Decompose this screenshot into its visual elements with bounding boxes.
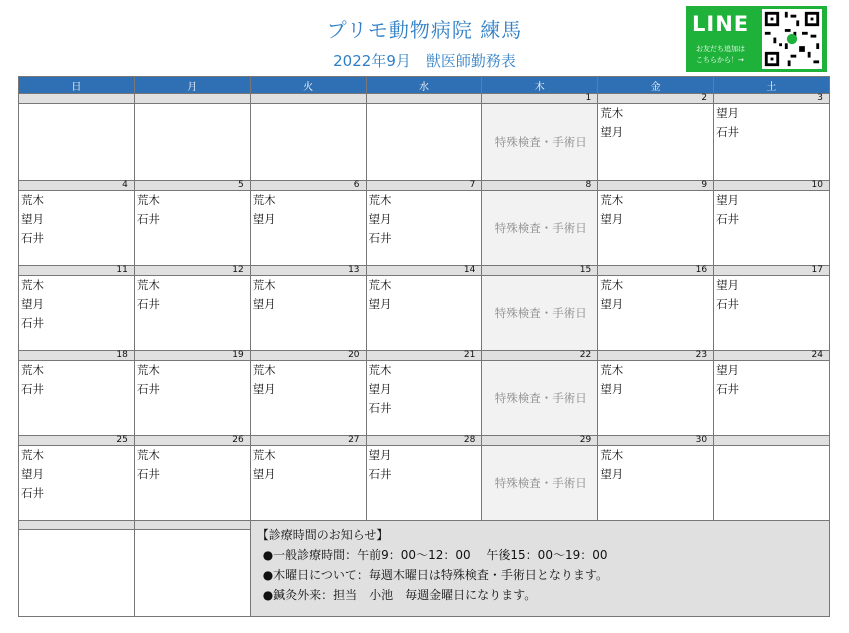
week-row [19, 191, 830, 266]
day-cell [598, 276, 714, 351]
vet-name: 石井 [21, 382, 44, 396]
vet-name: 石井 [136, 297, 160, 311]
day-cell [134, 104, 250, 181]
date-number-row [19, 351, 830, 361]
date-number: 29 [482, 436, 598, 446]
date-number: 20 [250, 351, 366, 361]
day-cell [250, 191, 366, 266]
schedule-subtitle: 2022年9月 獣医師勤務表 [333, 52, 516, 70]
vet-name: 石井 [21, 316, 44, 330]
vet-name: 石井 [21, 231, 44, 245]
day-cell [134, 191, 250, 266]
vet-name: 荒木 [252, 278, 276, 292]
day-cell [19, 276, 135, 351]
weekday-header: 火 [250, 77, 366, 94]
date-number: 1 [482, 94, 598, 104]
date-number: 13 [250, 266, 366, 276]
vet-name: 望月 [600, 382, 624, 396]
vet-name: 石井 [716, 125, 740, 139]
day-cell [598, 104, 714, 181]
special-exam-surgery-day: 特殊検査・手術日 [482, 104, 598, 181]
date-number: 2 [598, 94, 714, 104]
date-number: 11 [19, 266, 135, 276]
vet-name: 荒木 [600, 106, 624, 120]
vet-name: 荒木 [600, 448, 624, 462]
date-number: 5 [134, 181, 250, 191]
vet-name: 荒木 [21, 193, 44, 207]
vet-name: 望月 [600, 297, 624, 311]
special-exam-surgery-day: 特殊検査・手術日 [482, 446, 598, 521]
day-cell [598, 446, 714, 521]
weekday-header: 日 [19, 77, 135, 94]
vet-name: 荒木 [368, 193, 392, 207]
vet-name: 荒木 [136, 363, 160, 377]
date-number: 23 [598, 351, 714, 361]
day-cell [366, 276, 482, 351]
vet-name: 荒木 [21, 363, 44, 377]
date-number: 30 [598, 436, 714, 446]
clinic-hours-notice [250, 521, 829, 617]
weekday-header: 月 [134, 77, 250, 94]
date-number: 26 [134, 436, 250, 446]
day-cell [714, 276, 830, 351]
day-cell [250, 104, 366, 181]
date-number: 25 [19, 436, 135, 446]
day-cell [714, 104, 830, 181]
vet-name: 石井 [136, 382, 160, 396]
vet-name: 荒木 [368, 278, 392, 292]
date-number: 15 [482, 266, 598, 276]
date-number: 10 [714, 181, 830, 191]
date-number: 14 [366, 266, 482, 276]
vet-name: 石井 [21, 486, 44, 500]
vet-name: 望月 [716, 278, 740, 292]
date-number [714, 436, 830, 446]
vet-name: 荒木 [136, 278, 160, 292]
notice-line-acupuncture: ●鍼灸外来：担当 小池 毎週金曜日になります。 [262, 588, 537, 602]
vet-name: 望月 [716, 193, 740, 207]
vet-name: 望月 [600, 212, 624, 226]
weekday-header: 木 [482, 77, 598, 94]
vet-name: 荒木 [21, 278, 44, 292]
vet-name: 望月 [600, 467, 624, 481]
vet-name: 荒木 [252, 448, 276, 462]
date-number: 12 [134, 266, 250, 276]
day-cell [366, 446, 482, 521]
vet-name: 石井 [716, 212, 740, 226]
date-number: 16 [598, 266, 714, 276]
vet-name: 望月 [252, 467, 276, 481]
vet-name: 望月 [600, 125, 624, 139]
spacer-cell [134, 521, 250, 530]
day-cell [366, 104, 482, 181]
vet-name: 荒木 [600, 278, 624, 292]
date-number-row [19, 181, 830, 191]
day-cell [19, 361, 135, 436]
weekday-header: 水 [366, 77, 482, 94]
day-cell [366, 361, 482, 436]
vet-name: 望月 [252, 297, 276, 311]
vet-name: 石井 [716, 382, 740, 396]
vet-name: 望月 [368, 212, 392, 226]
date-number: 24 [714, 351, 830, 361]
vet-name: 望月 [252, 382, 276, 396]
day-cell [19, 446, 135, 521]
date-number: 7 [366, 181, 482, 191]
notice-line-thursday: ●木曜日について：毎週木曜日は特殊検査・手術日となります。 [262, 568, 608, 582]
day-cell [134, 276, 250, 351]
vet-name: 荒木 [252, 193, 276, 207]
date-number: 21 [366, 351, 482, 361]
day-cell [19, 104, 135, 181]
clinic-title: プリモ動物病院 練馬 [326, 18, 523, 42]
date-number [19, 94, 135, 104]
date-number: 18 [19, 351, 135, 361]
date-number-row [19, 436, 830, 446]
vet-name: 荒木 [252, 363, 276, 377]
date-number [250, 94, 366, 104]
vet-name: 荒木 [600, 363, 624, 377]
date-number: 6 [250, 181, 366, 191]
vet-name: 石井 [368, 401, 392, 415]
notice-line-hours: ●一般診療時間：午前9：00～12：00 午後15：00～19：00 [262, 548, 608, 562]
empty-cell [134, 530, 250, 617]
week-row [19, 276, 830, 351]
date-number: 22 [482, 351, 598, 361]
day-cell [19, 191, 135, 266]
day-cell [598, 361, 714, 436]
vet-name: 望月 [716, 363, 740, 377]
vet-name: 荒木 [136, 448, 160, 462]
line-caption-2: こちらから！→ [696, 56, 744, 64]
day-cell [714, 446, 830, 521]
date-number: 8 [482, 181, 598, 191]
line-logo-text: LINE [692, 12, 750, 36]
special-exam-surgery-day: 特殊検査・手術日 [482, 276, 598, 351]
day-cell [250, 276, 366, 351]
vet-name: 望月 [368, 448, 392, 462]
date-number: 27 [250, 436, 366, 446]
weekday-header-row [19, 77, 830, 94]
special-exam-surgery-day: 特殊検査・手術日 [482, 361, 598, 436]
weekday-header: 金 [598, 77, 714, 94]
vet-name: 石井 [136, 212, 160, 226]
vet-name: 望月 [252, 212, 276, 226]
date-number-row [19, 266, 830, 276]
date-number: 19 [134, 351, 250, 361]
spacer-cell [19, 521, 135, 530]
calendar-table [18, 76, 830, 617]
week-row [19, 446, 830, 521]
empty-cell [19, 530, 135, 617]
date-number [366, 94, 482, 104]
vet-name: 荒木 [21, 448, 44, 462]
weekday-header: 土 [714, 77, 830, 94]
day-cell [250, 361, 366, 436]
week-row [19, 361, 830, 436]
line-add-friend-banner[interactable] [686, 6, 827, 72]
vet-name: 望月 [21, 467, 44, 481]
special-exam-surgery-day: 特殊検査・手術日 [482, 191, 598, 266]
day-cell [134, 446, 250, 521]
date-number: 3 [714, 94, 830, 104]
date-number: 28 [366, 436, 482, 446]
date-number-row [19, 94, 830, 104]
week-row [19, 104, 830, 181]
vet-name: 望月 [716, 106, 740, 120]
day-cell [366, 191, 482, 266]
day-cell [598, 191, 714, 266]
day-cell [250, 446, 366, 521]
date-number: 9 [598, 181, 714, 191]
vet-name: 望月 [21, 212, 44, 226]
date-number: 4 [19, 181, 135, 191]
vet-name: 望月 [368, 382, 392, 396]
vet-name: 望月 [368, 297, 392, 311]
notice-spacer-row [19, 521, 830, 530]
vet-name: 荒木 [136, 193, 160, 207]
qr-code-icon[interactable] [762, 9, 822, 69]
day-cell [714, 361, 830, 436]
day-cell [134, 361, 250, 436]
vet-name: 石井 [368, 467, 392, 481]
vet-name: 荒木 [600, 193, 624, 207]
vet-name: 石井 [716, 297, 740, 311]
vet-name: 石井 [136, 467, 160, 481]
vet-name: 石井 [368, 231, 392, 245]
vet-name: 望月 [21, 297, 44, 311]
day-cell [714, 191, 830, 266]
date-number: 17 [714, 266, 830, 276]
date-number [134, 94, 250, 104]
line-caption-1: お友だち追加は [696, 45, 745, 53]
vet-name: 荒木 [368, 363, 392, 377]
notice-heading: 【診療時間のお知らせ】 [256, 528, 389, 542]
